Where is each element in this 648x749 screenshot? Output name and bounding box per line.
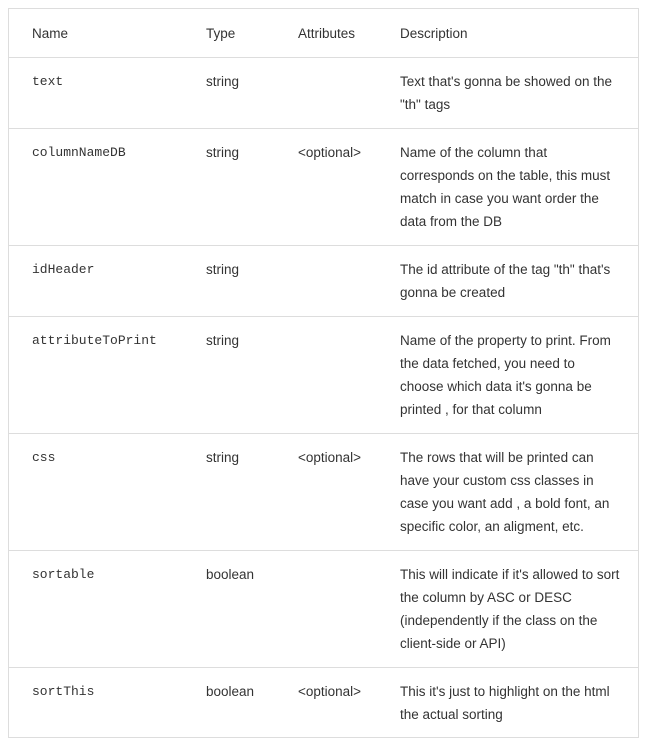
param-name: columnNameDB bbox=[9, 129, 184, 246]
params-table bbox=[9, 9, 638, 738]
header-type: Type bbox=[206, 26, 236, 41]
table-row bbox=[9, 58, 638, 129]
param-type: string bbox=[184, 246, 275, 317]
param-description: Name of the property to print. From the data fetched, you need to choose which data it's gonna be printed , for that column bbox=[383, 317, 638, 434]
header-attributes: Attributes bbox=[298, 26, 356, 41]
param-name: attributeToPrint bbox=[9, 317, 184, 434]
param-name: idHeader bbox=[9, 246, 184, 317]
param-attributes bbox=[275, 317, 383, 434]
table-header-row bbox=[9, 9, 638, 58]
param-description: The id attribute of the tag "th" that's gonna be created bbox=[383, 246, 638, 317]
param-type: string bbox=[184, 129, 275, 246]
param-description: This it's just to highlight on the html the actual sorting bbox=[383, 668, 638, 739]
param-attributes: <optional> bbox=[275, 668, 383, 739]
param-attributes bbox=[275, 551, 383, 668]
table-row bbox=[9, 434, 638, 551]
table-row bbox=[9, 246, 638, 317]
param-attributes: <optional> bbox=[275, 434, 383, 551]
param-type: string bbox=[184, 317, 275, 434]
param-name: css bbox=[9, 434, 184, 551]
param-name: sortThis bbox=[9, 668, 184, 739]
param-description: This will indicate if it's allowed to sort the column by ASC or DESC (independently if the class on the client-side or API) bbox=[383, 551, 638, 668]
param-attributes bbox=[275, 246, 383, 317]
param-description: Text that's gonna be showed on the "th" tags bbox=[383, 58, 638, 129]
param-description: Name of the column that corresponds on the table, this must match in case you want order the data from the DB bbox=[383, 129, 638, 246]
param-name: sortable bbox=[9, 551, 184, 668]
table-row bbox=[9, 551, 638, 668]
table-row bbox=[9, 668, 638, 739]
header-description: Description bbox=[400, 26, 468, 41]
param-type: string bbox=[184, 434, 275, 551]
param-type: string bbox=[184, 58, 275, 129]
param-type: boolean bbox=[184, 668, 275, 739]
param-name: text bbox=[9, 58, 184, 129]
param-description: The rows that will be printed can have your custom css classes in case you want add , a bold font, an specific color, an aligment, etc. bbox=[383, 434, 638, 551]
param-attributes: <optional> bbox=[275, 129, 383, 246]
param-type: boolean bbox=[184, 551, 275, 668]
param-attributes bbox=[275, 58, 383, 129]
header-name: Name bbox=[32, 26, 69, 41]
table-row bbox=[9, 129, 638, 246]
table-row bbox=[9, 317, 638, 434]
params-table-container bbox=[8, 8, 639, 738]
